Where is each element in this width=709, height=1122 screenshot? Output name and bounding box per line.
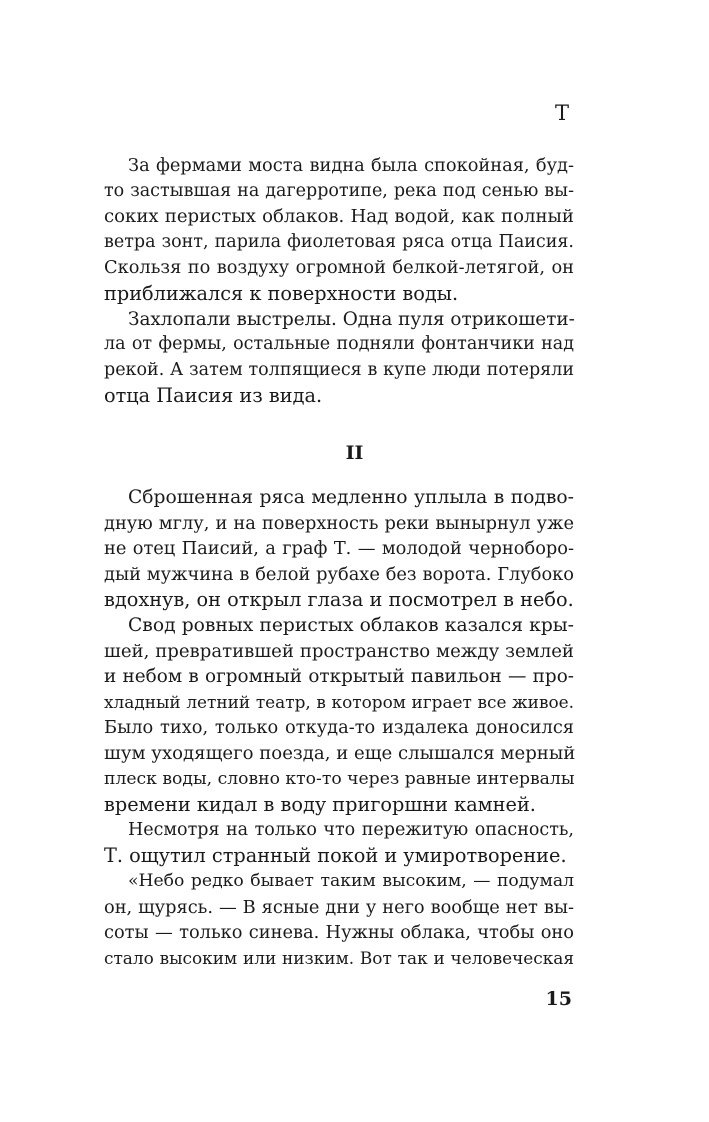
text-line: Свод ровных перистых облаков казался кры- [128, 614, 574, 636]
text-block-2 [104, 485, 574, 971]
text-line: шей, превратившей пространство между землей [104, 640, 574, 662]
text-line: времени кидал в воду пригоршни камней. [104, 793, 536, 817]
section-number: II [345, 442, 364, 464]
text-line: Сброшенная ряса медленно уплыла в подво- [128, 487, 574, 508]
text-line: Захлопали выстрелы. Одна пуля отрикошети- [128, 308, 575, 330]
text-line: стало высоким или низким. Вот так и человеческая [104, 947, 574, 968]
text-line: то застывшая на дагерротипе, река под сенью вы- [104, 180, 574, 201]
text-line: Несмотря на только что пережитую опасность, [128, 819, 574, 840]
page-number: 15 [545, 988, 572, 1010]
text-line: рекой. А затем толпящиеся в купе люди потеряли [104, 359, 574, 380]
text-line: отца Паисия из вида. [104, 384, 323, 408]
text-line: ла от фермы, остальные подняли фонтанчики над [104, 334, 574, 355]
text-line: не отец Паисий, а граф Т. — молодой черноборо- [104, 538, 574, 560]
text-line: «Небо редко бывает таким высоким, — подумал [128, 870, 574, 891]
text-line: дый мужчина в белой рубахе без ворота. Глубоко [104, 563, 574, 585]
text-line: дную мглу, и на поверхность реки вынырнул уже [104, 512, 574, 534]
text-line: Т. ощутил странный покой и умиротворение. [104, 844, 567, 868]
text-line: шум уходящего поезда, и еще слышался мерный [104, 742, 576, 764]
text-line: вдохнув, он открыл глаза и посмотрел в небо. [104, 588, 574, 612]
text-line: ветра зонт, парила фиолетовая ряса отца Паисия. [104, 231, 574, 252]
text-line: он, щурясь. — В ясные дни у него вообще нет вы- [104, 896, 574, 918]
text-line: За фермами моста видна была спокойная, буд- [128, 155, 574, 176]
running-head: Т [554, 101, 569, 125]
text-line: хладный летний театр, в котором играет все живое. [104, 691, 574, 712]
text-line: Скользя по воздуху огромной белкой-летягой, он [104, 257, 574, 279]
text-line: и небом в огромный открытый павильон — про- [104, 666, 574, 688]
text-line: Было тихо, только откуда-то издалека доносился [104, 717, 574, 739]
text-block-1 [104, 153, 574, 409]
text-line: соты — только синева. Нужны облака, чтобы оно [104, 922, 574, 944]
text-line: плеск воды, словно кто-то через равные интервалы [104, 768, 575, 789]
text-line: соких перистых облаков. Над водой, как полный [104, 206, 574, 228]
text-line: приближался к поверхности воды. [104, 281, 459, 305]
